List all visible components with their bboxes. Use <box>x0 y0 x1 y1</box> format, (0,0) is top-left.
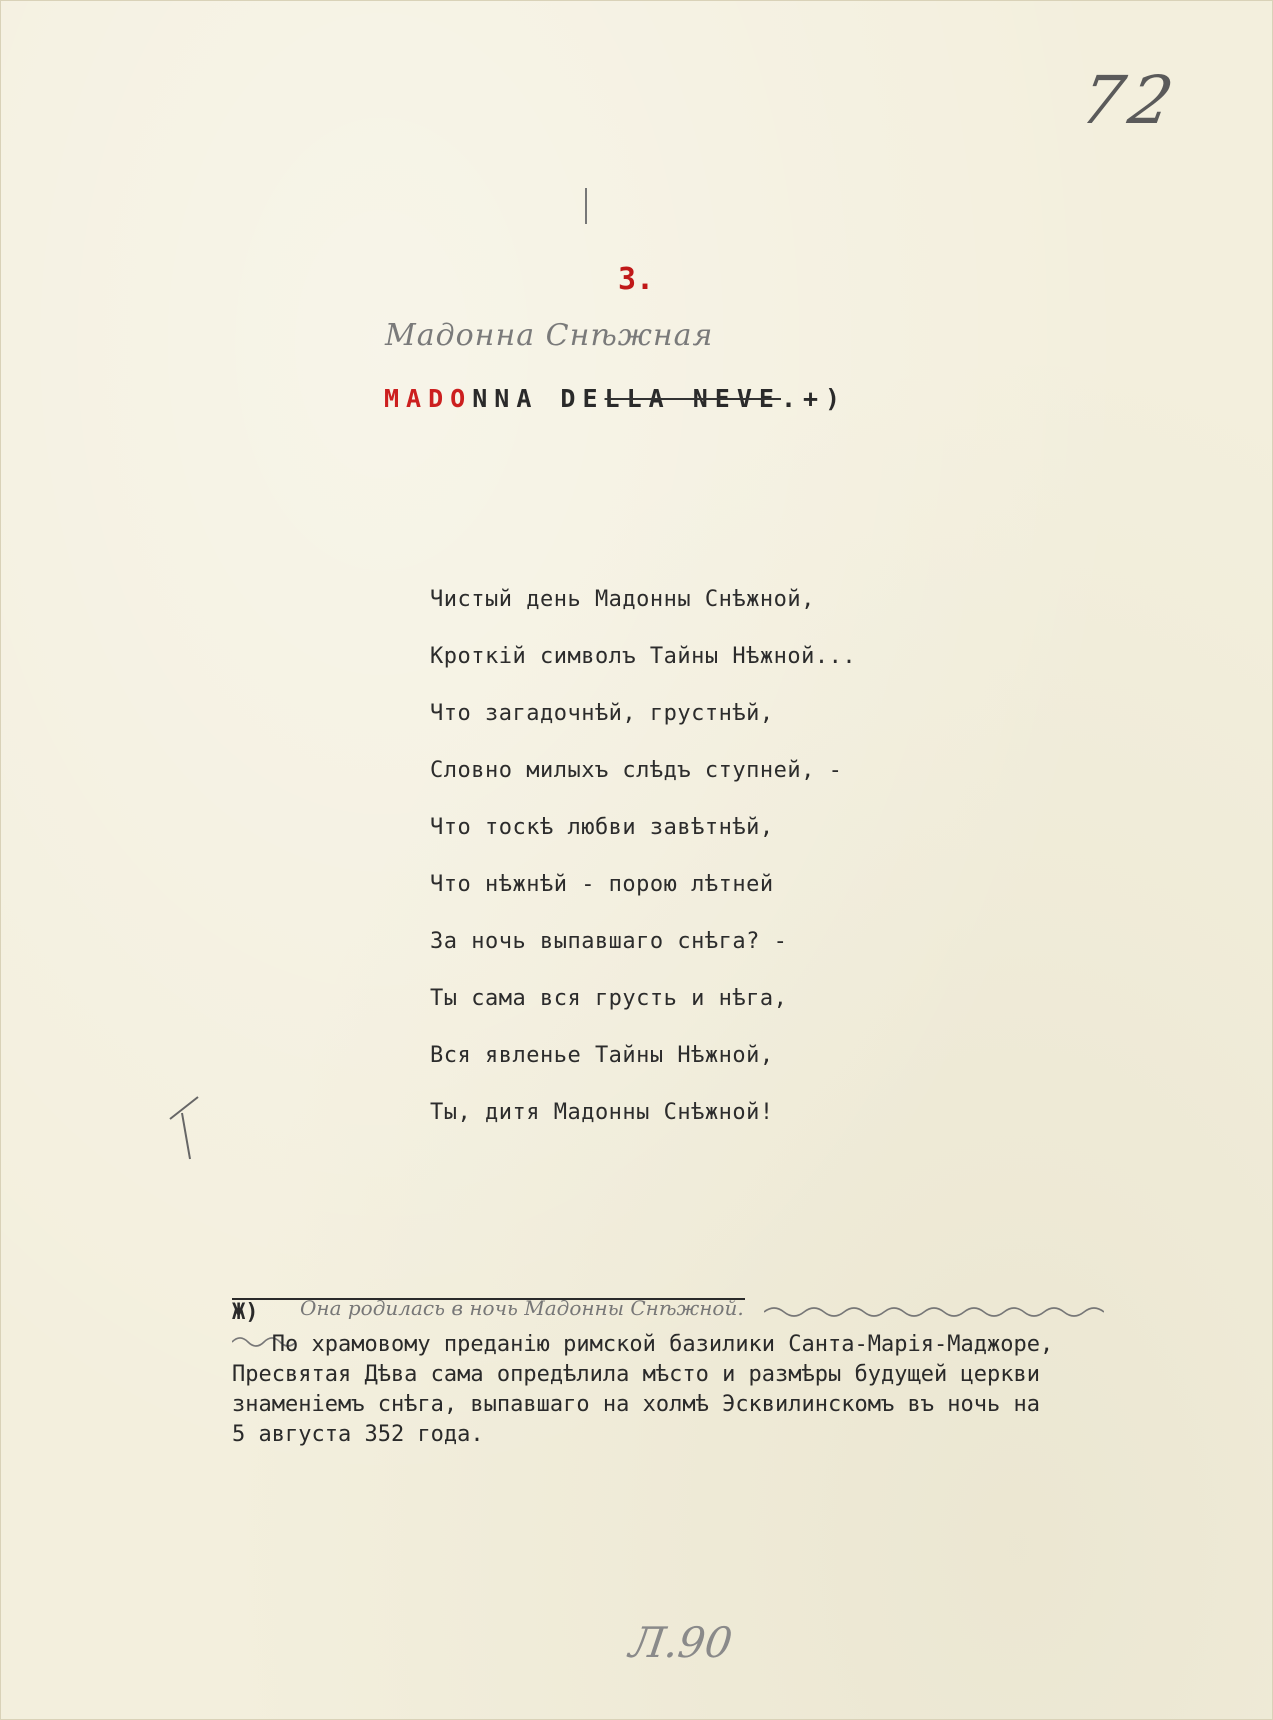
footnote-line: По храмовому преданію римской базилики Санта-Марія-Маджоре, <box>232 1332 1054 1357</box>
archive-sheet-mark: Л.90 <box>626 1618 736 1667</box>
poem-line: Ты, дитя Мадонны Снѣжной! <box>430 1100 774 1125</box>
poem-line: Вся явленье Тайны Нѣжной, <box>430 1043 774 1068</box>
title-black-part: NNA DE <box>472 384 605 413</box>
pencil-squiggle-line <box>764 1302 1104 1322</box>
poem-line: Ты сама вся грусть и нѣга, <box>430 986 788 1011</box>
title-struck-part: LLA NEVE <box>604 384 781 413</box>
footnote-line: Пресвятая Дѣва сама опредѣлила мѣсто и размѣры будущей церкви <box>232 1362 1040 1387</box>
poem-body <box>430 582 856 1152</box>
poem-line: Кроткій символъ Тайны Нѣжной... <box>430 644 857 669</box>
poem-line: Что тоскѣ любви завѣтнѣй, <box>430 815 774 840</box>
pencil-tick-mark <box>585 188 587 224</box>
poem-line: За ночь выпавшаго снѣга? - <box>430 929 788 954</box>
footnote-marker: Ж) <box>232 1300 259 1325</box>
section-number: 3. <box>618 262 655 297</box>
folio-number: 72 <box>1075 62 1185 139</box>
title-footnote-marker: .+) <box>780 384 848 413</box>
pencil-margin-mark <box>168 1085 208 1165</box>
footnote-line: знаменіемъ снѣга, выпавшаго на холмѣ Эсквилинскомъ въ ночь на <box>232 1392 1040 1417</box>
footnote-line: 5 августа 352 года. <box>232 1422 484 1447</box>
poem-line: Что загадочнѣй, грустнѣй, <box>430 701 774 726</box>
poem-title <box>384 384 847 413</box>
handwritten-footnote-note: Она родилась в ночь Мадонны Снѣжной. <box>300 1296 744 1320</box>
poem-line: Что нѣжнѣй - порою лѣтней <box>430 872 774 897</box>
poem-line: Чистый день Мадонны Снѣжной, <box>430 587 815 612</box>
title-red-part: MADO <box>384 384 473 413</box>
handwritten-title: Мадонна Снѣжная <box>385 318 714 353</box>
poem-line: Словно милыхъ слѣдъ ступней, - <box>430 758 843 783</box>
footnote-text <box>232 1330 1232 1450</box>
